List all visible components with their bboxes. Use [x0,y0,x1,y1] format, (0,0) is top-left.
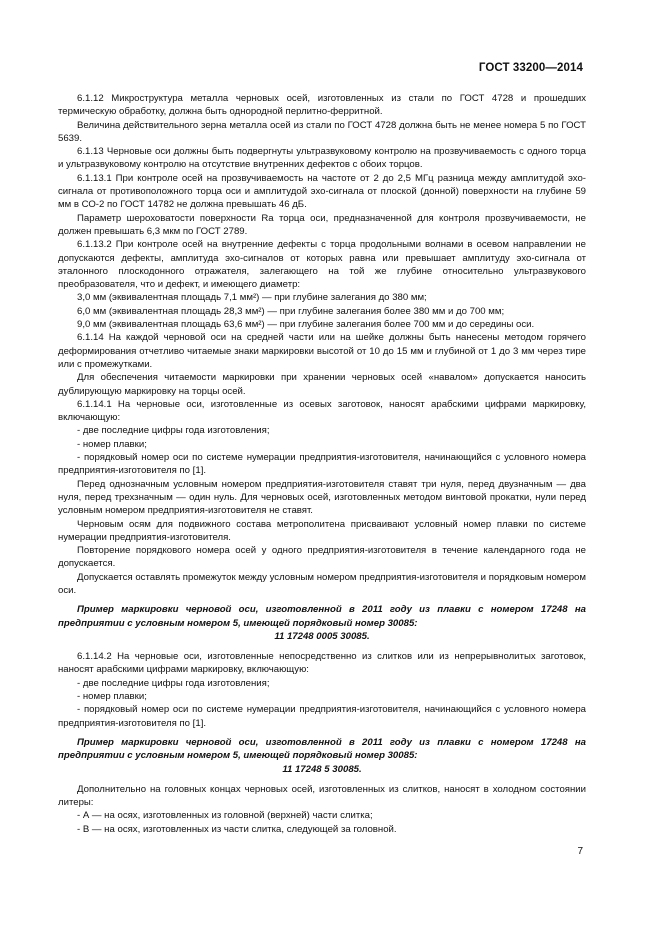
paragraph-metro: Черновым осям для подвижного состава метрополитена присваивают условный номер плавки по системе нумерации предприятия-изготовителя. [58,518,586,543]
page-number: 7 [577,846,583,857]
paragraph-roughness: Параметр шероховатости поверхности Ra торца оси, предназначенной для контроля прозвучиваемости, не должен превышать 6,3 мкм по ГОСТ 2789. [58,212,586,237]
list-item-letter-a: - А — на осях, изготовленных из головной (верхней) части слитка; [77,810,373,822]
list-item-letter-b: - В — на осях, изготовленных из части слитка, следующей за головной. [77,823,397,835]
list-item-serial: - порядковый номер оси по системе нумерации предприятия-изготовителя, начинающийся с условного номера предприятия-изготовителя по [1]. [58,452,586,477]
example-1-text: Пример маркировки черновой оси, изготовленной в 2011 году из плавки с номером 17248 на предприятии с условным номером 5, имеющей порядковый номер 30085: [58,604,586,629]
paragraph-6-1-13-2: 6.1.13.2 При контроле осей на внутренние дефекты с торца продольными волнами в осевом направлении не допускаются дефекты, амплитуда эхо-сигналов от которых равна или превышает амплитуду эхо-сигнала от эталонного плоскодонного отражателя, залегающего на той же глубине относительно ультразвукового преобразователя, что и дефект, и имеющего диаметр: [58,239,586,291]
paragraph-gap: Допускается оставлять промежуток между условным номером предприятия-изготовителя и порядковым номером оси. [58,571,586,596]
standard-header: ГОСТ 33200—2014 [478,62,583,74]
list-item-heat: - номер плавки; [77,438,147,450]
paragraph-6-1-12: 6.1.12 Микроструктура металла черновых осей, изготовленных из стали по ГОСТ 4728 и прошедших термическую обработку, должна быть однородной перлитно-ферритной. [58,93,586,118]
example-1-code: 11 17248 0005 30085. [274,630,370,642]
list-item-serial-2: - порядковый номер оси по системе нумерации предприятия-изготовителя, начинающийся с условного номера предприятия-изготовителя по [1]. [58,704,586,729]
paragraph-6-1-13: 6.1.13 Черновые оси должны быть подвергнуты ультразвуковому контролю на прозвучиваемость с одного торца и ультразвуковому контролю на отсутствие внутренних дефектов с обоих торцов. [58,146,586,171]
diameter-item-2: 6,0 мм (эквивалентная площадь 28,3 мм²) — при глубине залегания более 380 мм и до 700 мм; [77,305,505,317]
paragraph-zeros: Перед однозначным условным номером предприятия-изготовителя ставят три нуля, перед двузначным — два нуля, перед трехзначным — один нуль. Для черновых осей, изготовленных методом винтовой прокатки, нули перед условным номером предприятия-изготовителя не ставят. [58,478,586,517]
example-2-text: Пример маркировки черновой оси, изготовленной в 2011 году из плавки с номером 17248 на предприятии с условным номером 5, имеющей порядковый номер 30085: [58,736,586,762]
paragraph-letters: Дополнительно на головных концах черновых осей, изготовленных из слитков, наносят в холодном состоянии литеры: [58,783,586,809]
paragraph-repeat: Повторение порядкового номера осей у одного предприятия-изготовителя в течение календарного года не допускается. [58,545,586,570]
list-item-year: - две последние цифры года изготовления; [77,425,270,437]
list-item-heat-2: - номер плавки; [77,691,147,703]
diameter-item-3: 9,0 мм (эквивалентная площадь 63,6 мм²) — при глубине залегания более 700 мм и до середины оси. [77,319,535,331]
diameter-item-1: 3,0 мм (эквивалентная площадь 7,1 мм²) — при глубине залегания до 380 мм; [77,292,427,304]
paragraph-6-1-13-1: 6.1.13.1 При контроле осей на прозвучиваемость на частоте от 2 до 2,5 МГц разница между амплитудой эхо-сигнала от противоположного торца оси и амплитудой эхо-сигнала от плоской (донной) поверхности на глубине 59 мм в СО-2 по ГОСТ 14782 не должна превышать 46 дБ. [58,172,586,211]
paragraph-6-1-14-1: 6.1.14.1 На черновые оси, изготовленные из осевых заготовок, наносят арабскими цифрами маркировку, включающую: [58,398,586,424]
document-body [58,92,586,836]
paragraph-6-1-14: 6.1.14 На каждой черновой оси на средней части или на шейке должны быть нанесены методом горячего деформирования отчетливо читаемые знаки маркировки высотой от 10 до 15 мм и глубиной от 1 до 3 мм через тире или с промежутками. [58,332,586,370]
example-2-code: 11 17248 5 30085. [282,763,362,775]
list-item-year-2: - две последние цифры года изготовления; [77,677,270,689]
paragraph-grain-size: Величина действительного зерна металла осей из стали по ГОСТ 4728 должна быть не менее номера 5 по ГОСТ 5639. [58,119,586,144]
paragraph-6-1-14-2: 6.1.14.2 На черновые оси, изготовленные непосредственно из слитков или из непрерывнолитых заготовок, наносят арабскими цифрами маркировку, включающую: [58,651,586,676]
paragraph-duplicate-marking: Для обеспечения читаемости маркировки при хранении черновых осей «навалом» допускается наносить дублирующую маркировку на торцы осей. [58,372,586,397]
